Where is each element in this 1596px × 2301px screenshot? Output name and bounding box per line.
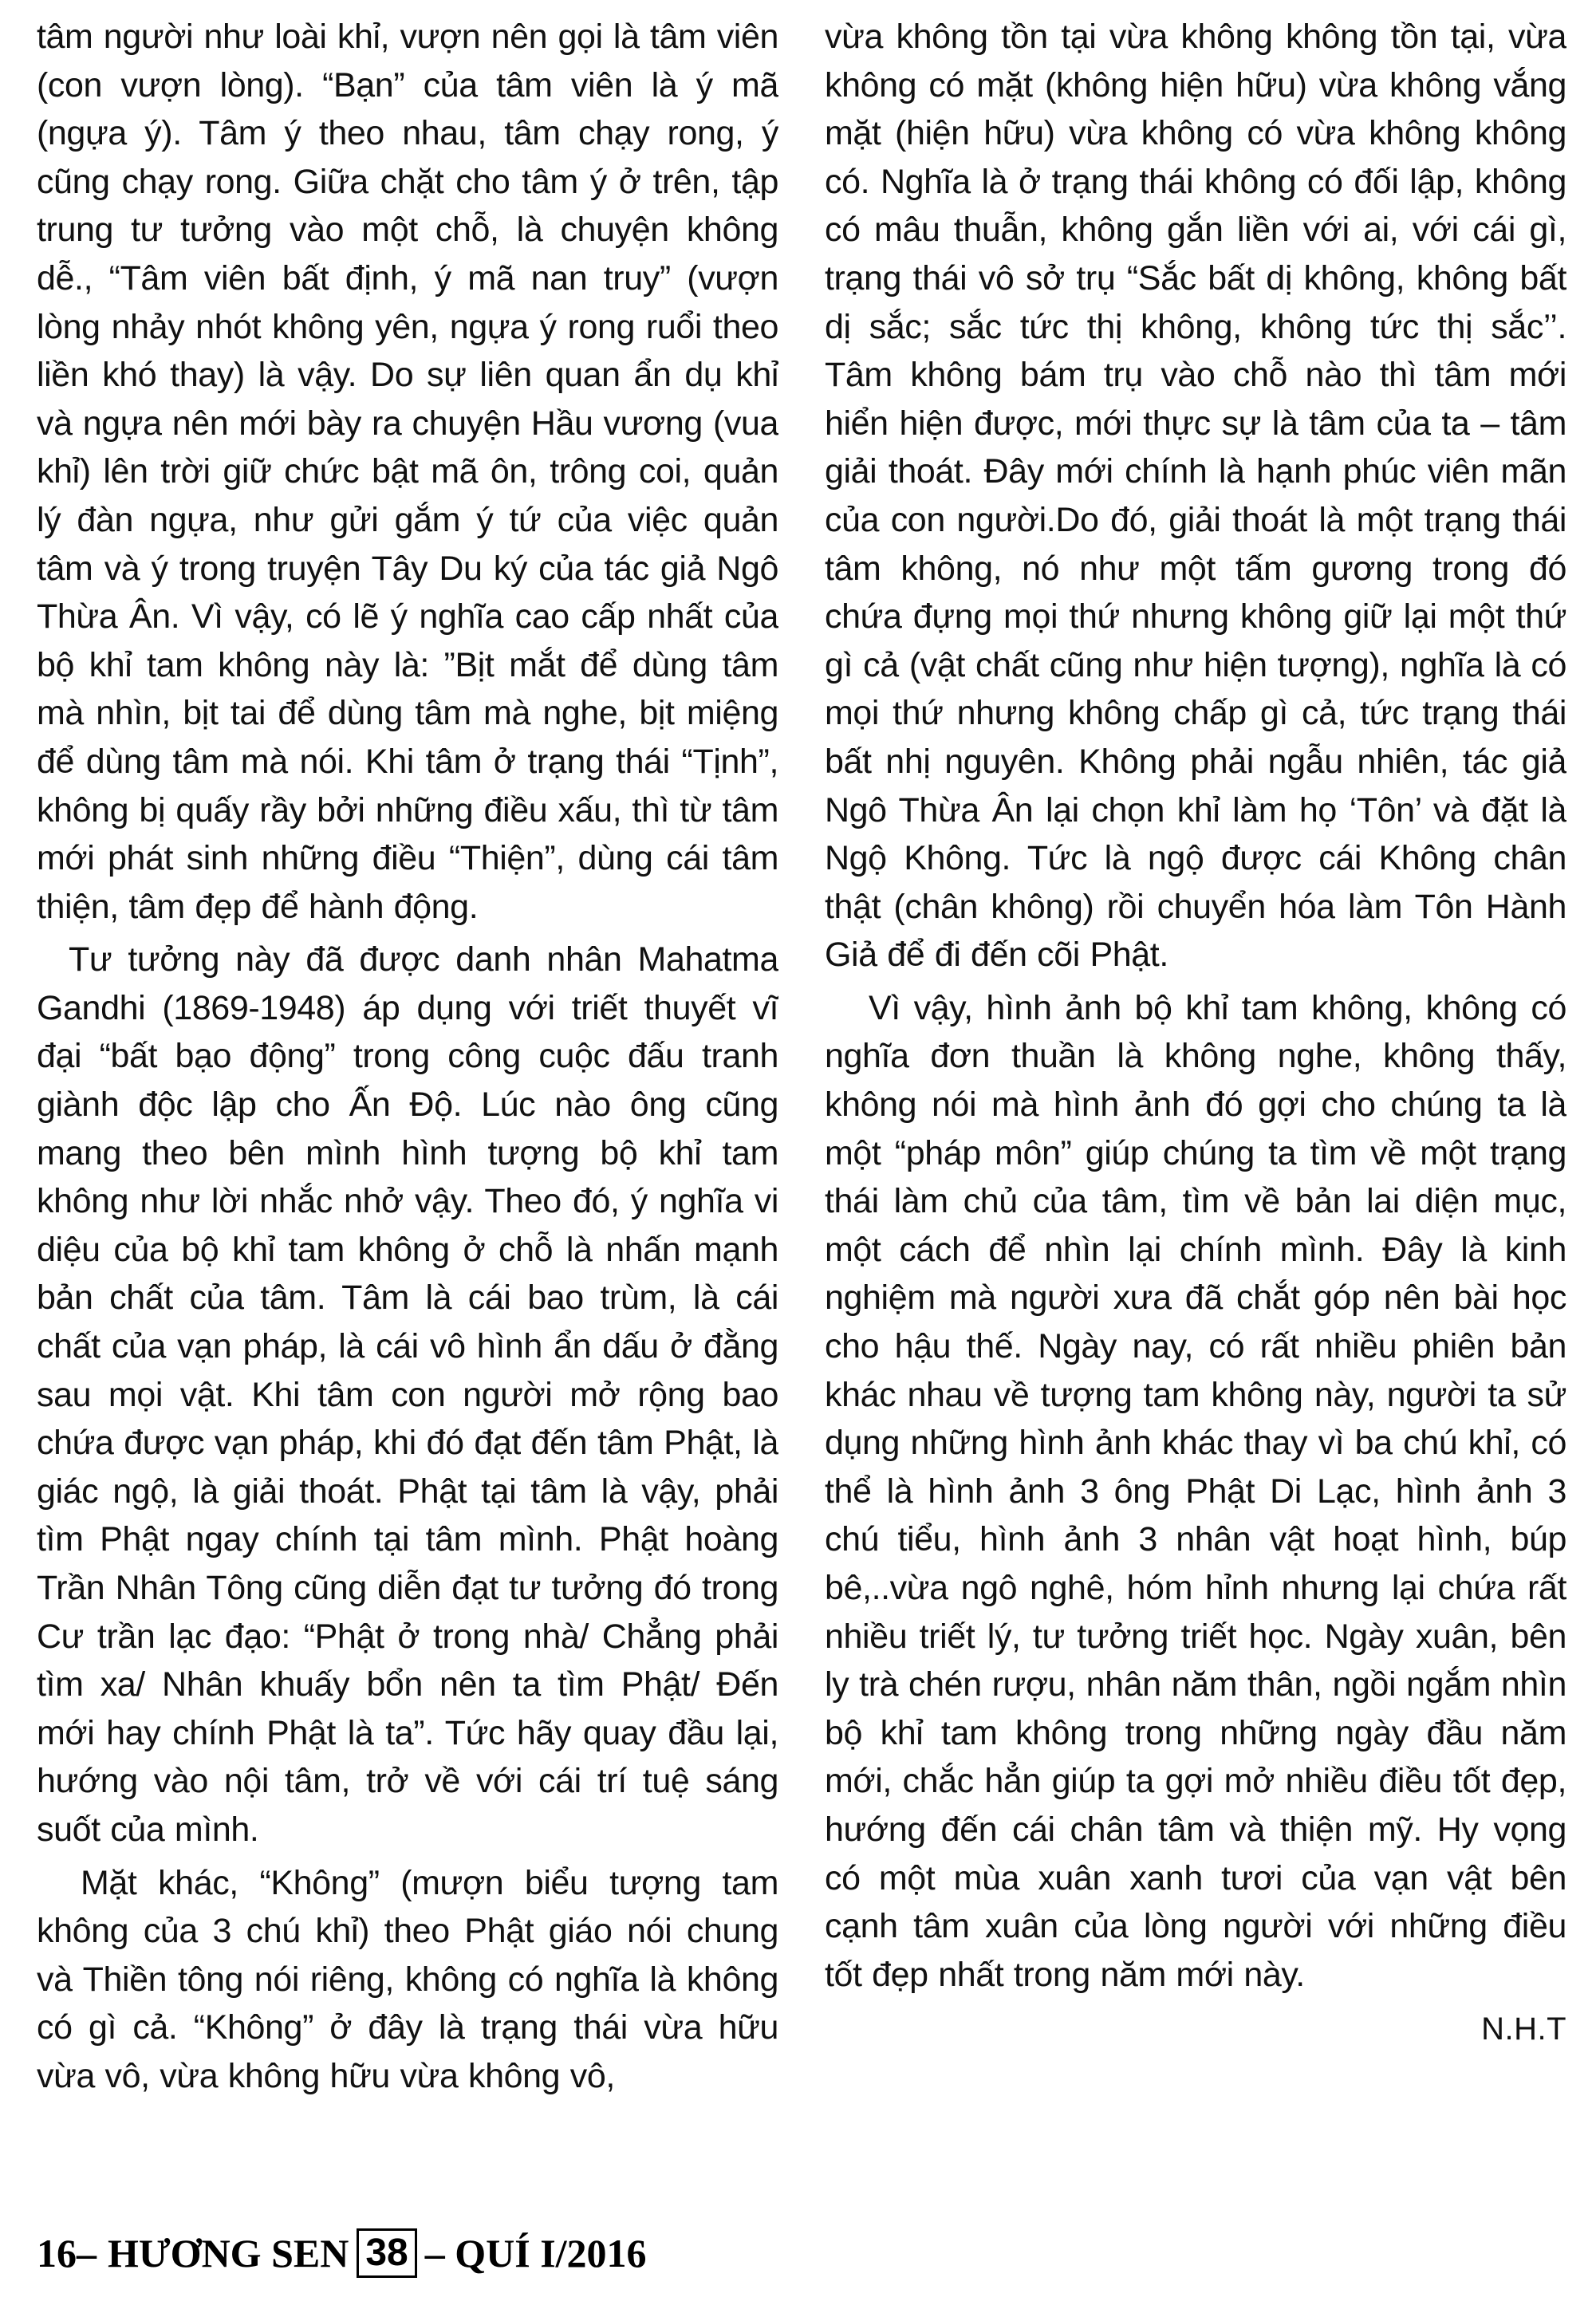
issue-number: 38 [357, 2228, 416, 2278]
paragraph: vừa không tồn tại vừa không không tồn tại, vừa không có mặt (không hiện hữu) vừa không vắng mặt (hiện hữu) vừa không có vừa không không có. Nghĩa là ở trạng thái không có đối lập, không có mâu thuẫn, không gắn liền với ai, với cái gì, trạng thái vô sở trụ “Sắc bất dị không, không bất dị sắc; sắc tức thị không, không tức thị sắc’’. Tâm không bám trụ vào chỗ nào thì tâm mới hiển hiện được, mới thực sự là tâm của ta – tâm giải thoát. Đây mới chính là hạnh phúc viên mãn của con người.Do đó, giải thoát là một trạng thái tâm không, nó như một tấm gương trong đó chứa đựng mọi thứ nhưng không giữ lại một thứ gì cả (vật chất cũng như hiện tượng), nghĩa là có mọi thứ nhưng không chấp gì cả, tức trạng thái bất nhị nguyên. Không phải ngẫu nhiên, tác giả Ngô Thừa Ân lại chọn khỉ làm họ ‘Tôn’ và đặt là Ngộ Không. Tức là ngộ được cái Không chân thật (chân không) rồi chuyển hóa làm Tôn Hành Giả để đi đến cõi Phật. [825, 18, 1566, 975]
paragraph: Tư tưởng này đã được danh nhân Mahatma Gandhi (1869-1948) áp dụng với triết thuyết vĩ đại “bất bạo động” trong công cuộc đấu tranh giành độc lập cho Ấn Độ. Lúc nào ông cũng mang theo bên mình hình tượng bộ khỉ tam không như lời nhắc nhở vậy. Theo đó, ý nghĩa vi diệu của bộ khỉ tam không ở chỗ là nhấn mạnh bản chất của tâm. Tâm là cái bao trùm, là cái chất của vạn pháp, là cái vô hình ẩn dấu ở đằng sau mọi vật. Khi tâm con người mở rộng bao chứa được vạn pháp, khi đó đạt đến tâm Phật, là giác ngộ, là giải thoát. Phật tại tâm là vậy, phải tìm Phật ngay chính tại tâm mình. Phật hoàng Trần Nhân Tông cũng diễn đạt tư tưởng đó trong Cư trần lạc đạo: “Phật ở trong nhà/ Chẳng phải tìm xa/ Nhân khuấy bổn nên ta tìm Phật/ Đến mới hay chính Phật là ta”. Tức hãy quay đầu lại, hướng vào nội tâm, trở về với cái trí tuệ sáng suốt của mình. [37, 940, 778, 1849]
column-right [825, 13, 1566, 2166]
paragraph: Vì vậy, hình ảnh bộ khỉ tam không, không có nghĩa đơn thuần là không nghe, không thấy, không nói mà hình ảnh đó gợi cho chúng ta là một “pháp môn” giúp chúng ta tìm về một trạng thái làm chủ của tâm, tìm về bản lai diện mục, một cách để nhìn lại chính mình. Đây là kinh nghiệm mà người xưa đã chắt góp nên bài học cho hậu thế. Ngày nay, có rất nhiều phiên bản khác nhau về tượng tam không này, người ta sử dụng những hình ảnh khác thay vì ba chú khỉ, có thể là hình ảnh 3 ông Phật Di Lạc, hình ảnh 3 chú tiểu, hình ảnh 3 nhân vật hoạt hình, búp bê,..vừa ngô nghê, hóm hỉnh nhưng lại chứa rất nhiều triết lý, tư tưởng triết học. Ngày xuân, bên ly trà chén rượu, nhân năm thân, ngồi ngắm nhìn bộ khỉ tam không trong những ngày đầu năm mới, chắc hẳn giúp ta gợi mở nhiều điều tốt đẹp, hướng đến cái chân tâm và thiện mỹ. Hy vọng có một mùa xuân xanh tươi của vạn vật bên cạnh tâm xuân của lòng người với những điều tốt đẹp nhất trong năm mới này. [825, 988, 1566, 1994]
issue-date: – QUÍ I/2016 [424, 2231, 647, 2275]
page-footer [37, 2225, 647, 2281]
author-signature: N.H.T [1481, 2011, 1566, 2047]
column-left [37, 13, 778, 2166]
article-body [37, 13, 1566, 2166]
page-number: 16 [37, 2231, 77, 2275]
paragraph: tâm người như loài khỉ, vượn nên gọi là tâm viên (con vượn lòng). “Bạn” của tâm viên là ý mã (ngựa ý). Tâm ý theo nhau, tâm chạy rong, ý cũng chạy rong. Giữa chặt cho tâm ý ở trên, tập trung tư tưởng vào một chỗ, là chuyện không dễ., “Tâm viên bất định, ý mã nan truy” (vượn lòng nhảy nhót không yên, ngựa ý rong ruổi theo liền khó thay) là vậy. Do sự liên quan ẩn dụ khỉ và ngựa nên mới bày ra chuyện Hầu vương (vua khỉ) lên trời giữ chức bật mã ôn, trông coi, quản lý đàn ngựa, như gửi gắm ý tứ của việc quản tâm và ý trong truyện Tây Du ký của tác giả Ngô Thừa Ân. Vì vậy, có lẽ ý nghĩa cao cấp nhất của bộ khỉ tam không này là: ”Bịt mắt để dùng tâm mà nhìn, bịt tai để dùng tâm mà nghe, bịt miệng để dùng tâm mà nói. Khi tâm ở trạng thái “Tịnh”, không bị quấy rầy bởi những điều xấu, thì từ tâm mới phát sinh những điều “Thiện”, dùng cái tâm thiện, tâm đẹp để hành động. [37, 18, 778, 926]
magazine-name: HƯƠNG SEN [108, 2231, 349, 2275]
footer-dash: – [77, 2231, 97, 2275]
paragraph: Mặt khác, “Không” (mượn biểu tượng tam không của 3 chú khỉ) theo Phật giáo nói chung và Thiền tông nói riêng, không có nghĩa là không có gì cả. “Không” ở đây là trạng thái vừa hữu vừa vô, vừa không hữu vừa không vô, [37, 1863, 778, 2095]
